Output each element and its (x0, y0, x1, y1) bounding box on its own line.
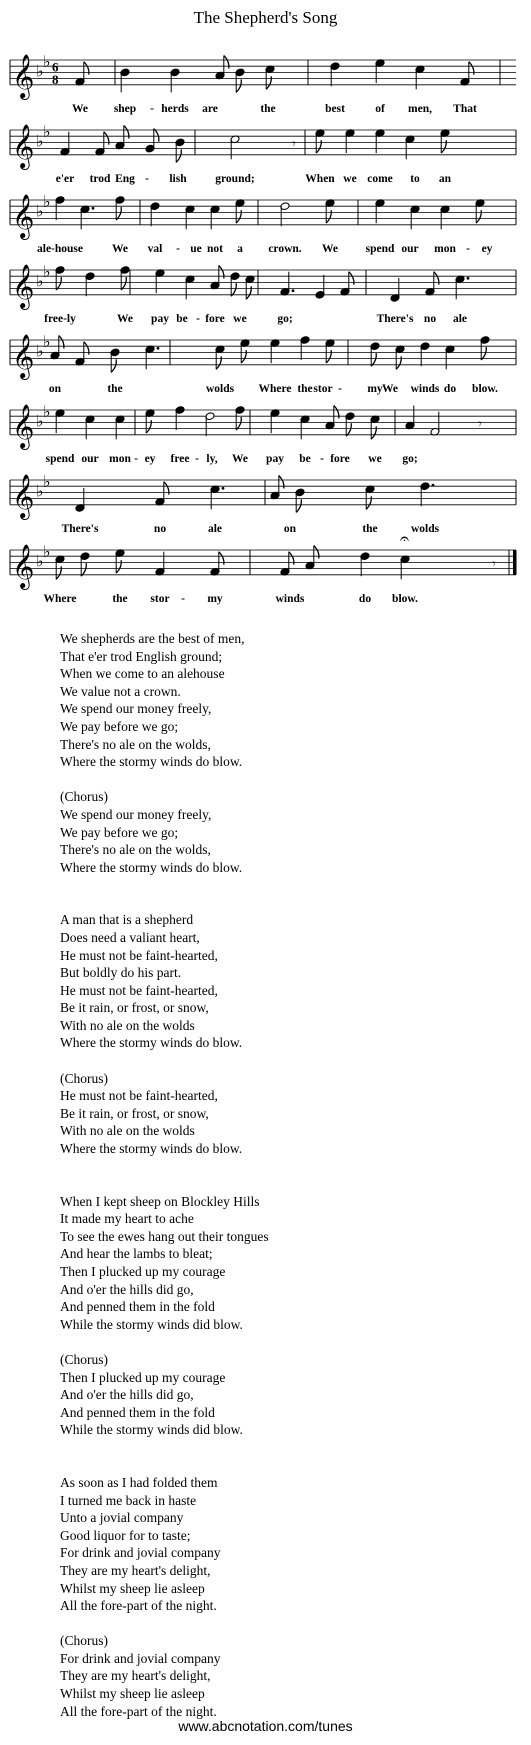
lyric-line: As soon as I had folded them (60, 1474, 218, 1490)
staff-lyric: ey (144, 452, 156, 465)
note-flag (236, 79, 241, 92)
stanza-gap (60, 771, 520, 789)
note-flag (346, 423, 351, 436)
staff-lyric: wolds (205, 382, 235, 395)
staff-lyric: of (375, 102, 385, 115)
staff-lyric: do (443, 382, 457, 395)
staff-lyric: val (147, 242, 163, 255)
lyric-line: Where the stormy winds do blow. (60, 1035, 243, 1051)
note-flag (296, 499, 301, 512)
lyric-line: Whilst my sheep lie asleep (60, 1686, 205, 1702)
music-score (0, 0, 531, 630)
staff-lyric: come (367, 172, 393, 185)
staff-lyric: - (176, 242, 180, 255)
flat-icon: ♭ (43, 52, 51, 72)
lyric-line: They are my heart's delight, (60, 1668, 211, 1684)
staff-lyric: are (202, 102, 218, 115)
lyric-line: We spend our money freely, (60, 701, 212, 717)
note-flag (154, 129, 159, 142)
treble-clef-icon: 𝄞 (12, 123, 35, 168)
lyric-line: I turned me back in haste (60, 1492, 197, 1508)
staff-lyric: ale (207, 522, 223, 535)
staff-lyric: herds (161, 102, 189, 115)
staff-lyric: ground; (215, 172, 255, 185)
note-dot (467, 277, 470, 280)
staff-lyric: There's (376, 312, 414, 325)
lyric-line: Then I plucked up my courage (60, 1264, 226, 1279)
staff-lyric: crown. (268, 242, 302, 255)
stanza-gap (60, 1158, 520, 1193)
flat-icon: ♭ (36, 551, 44, 571)
lyric-line: Does need a valiant heart, (60, 929, 200, 945)
staff-lyric: - (196, 312, 200, 325)
lyric-line: All the fore-part of the night. (60, 1703, 217, 1719)
treble-clef-icon: 𝄞 (12, 53, 35, 98)
footer-link[interactable]: www.abcnotation.com/tunes (178, 1718, 353, 1734)
note-flag (481, 347, 486, 360)
note-flag (236, 417, 241, 430)
lyric-line: Unto a jovial company (60, 1510, 184, 1526)
flat-icon: ♭ (36, 131, 44, 151)
lyric-line: And hear the lambs to bleat; (60, 1246, 213, 1262)
page-title: The Shepherd's Song (193, 8, 338, 27)
note-dot (157, 347, 160, 350)
staff-lyric: - (145, 172, 149, 185)
lyric-line: And o'er the hills did go, (60, 1281, 194, 1297)
flat-icon: ♭ (43, 192, 51, 212)
staff-lyric: mon (434, 242, 456, 255)
lyric-line: Then I plucked up my courage (60, 1369, 226, 1385)
flat-icon: ♭ (43, 402, 51, 422)
stanza-gap (60, 1333, 520, 1351)
note-flag (81, 563, 86, 576)
note-flag (116, 207, 121, 220)
staff-lyric: That (453, 102, 477, 115)
staff-lyric: blow. (392, 592, 418, 605)
staff-lyric: fore (330, 452, 350, 465)
eighth-rest-icon: 𝄾 (478, 416, 482, 433)
flat-icon: ♭ (43, 472, 51, 492)
staff-lyric: my (207, 592, 223, 605)
note-flag (121, 277, 126, 290)
lyric-line: It made my heart to ache (60, 1211, 194, 1227)
lyric-line: Where the stormy winds do blow. (60, 754, 243, 770)
staff-lyric: When (305, 172, 335, 185)
staff-lyric: pay (266, 452, 284, 465)
lyric-line: While the stormy winds did blow. (60, 1422, 243, 1438)
staff-lyric: lish (169, 172, 187, 185)
lyric-line: And penned them in the fold (60, 1404, 215, 1420)
lyric-line: But boldly do his part. (60, 965, 182, 981)
staff-lyric: the (260, 102, 276, 115)
staff-lyric: stor (150, 592, 170, 605)
staff-lyric: the (362, 522, 378, 535)
staff-lyric: go; (402, 452, 418, 465)
note-flag (111, 359, 116, 372)
lyric-line: Whilst my sheep lie asleep (60, 1580, 205, 1596)
flat-icon: ♭ (43, 542, 51, 562)
flat-icon: ♭ (36, 271, 44, 291)
staff-lyric: ale (452, 312, 468, 325)
stanza-gap (60, 1439, 520, 1474)
lyric-line: He must not be faint-hearted, (60, 982, 218, 998)
staff-lyric: we (368, 452, 382, 465)
staff-lyric: best (325, 102, 345, 115)
staff-lyric: fore (205, 312, 225, 325)
lyric-line: All the fore-part of the night. (60, 1598, 217, 1614)
staff-lyric: - (466, 242, 470, 255)
lyric-line: With no ale on the wolds (60, 1017, 195, 1033)
lyric-line: A man that is a shepherd (60, 912, 194, 928)
staff-lyric: - (150, 102, 154, 115)
staff-lyric: an (438, 172, 452, 185)
staff-lyric: on (48, 382, 62, 395)
note-dot (222, 487, 225, 490)
staff-lyric: not (207, 242, 223, 255)
lyric-line: (Chorus) (60, 789, 108, 805)
flat-icon: ♭ (36, 61, 44, 81)
flat-icon: ♭ (43, 332, 51, 352)
staff-lyric: We (117, 312, 133, 325)
note-flag (371, 353, 376, 366)
stanza (60, 911, 520, 1052)
staff-lyric: free-ly (44, 312, 76, 325)
lyric-line: There's no ale on the wolds, (60, 736, 211, 752)
note-flag (231, 283, 236, 296)
staff-lyric: pay (151, 312, 169, 325)
staff-lyric: stor (313, 382, 333, 395)
staff-lyric: men, (408, 102, 432, 115)
flat-icon: ♭ (36, 481, 44, 501)
time-signature-bottom: 8 (52, 71, 59, 87)
staff-lyric: ey (481, 242, 493, 255)
stanza (60, 1193, 520, 1334)
stanza (60, 1351, 520, 1439)
stanza (60, 788, 520, 876)
treble-clef-icon: 𝄞 (12, 333, 35, 378)
staff-lyric: We (322, 242, 338, 255)
lyric-line: We spend our money freely, (60, 806, 212, 822)
flat-icon: ♭ (36, 341, 44, 361)
staff-lyric: ue (190, 242, 202, 255)
staff-lyric: to (410, 172, 420, 185)
staff-lyric: Where (258, 382, 292, 395)
lyric-line: When we come to an alehouse (60, 666, 225, 682)
lyric-line: We pay before we go; (60, 824, 179, 840)
staff-lyric: our (81, 452, 99, 465)
staff-lyric: Eng (115, 172, 135, 185)
lyric-line: He must not be faint-hearted, (60, 1088, 218, 1104)
staff-lyric: trod (89, 172, 111, 185)
note-dot (292, 289, 295, 292)
stanza-gap (60, 1052, 520, 1070)
staff-lyric: blow. (472, 382, 498, 395)
stanza (60, 630, 520, 771)
stanza (60, 1632, 520, 1720)
lyric-line: For drink and jovial company (60, 1545, 221, 1561)
staff-lyric: There's (61, 522, 99, 535)
lyric-line: That e'er trod English ground; (60, 648, 223, 664)
staff-lyric: - (338, 382, 342, 395)
staff-lyric: no (423, 312, 437, 325)
treble-clef-icon: 𝄞 (12, 193, 35, 238)
lyric-line: There's no ale on the wolds, (60, 842, 211, 858)
staff-lyric: We (72, 102, 88, 115)
lyric-line: While the stormy winds did blow. (60, 1316, 243, 1332)
treble-clef-icon: 𝄞 (12, 543, 35, 588)
staff-lyric: free (170, 452, 190, 465)
staff-lyric: we (233, 312, 247, 325)
staff-lyric: no (153, 522, 167, 535)
lyric-line: To see the ewes hang out their tongues (60, 1228, 269, 1244)
staff-lyric: we (343, 172, 357, 185)
staff-lyric: ale-house (37, 242, 83, 255)
stanza-gap (60, 1615, 520, 1633)
staff-lyric: winds (410, 382, 440, 395)
staff-lyric: spend (45, 452, 75, 465)
note-dot (432, 484, 435, 487)
lyric-line: With no ale on the wolds (60, 1123, 195, 1139)
treble-clef-icon: 𝄞 (12, 473, 35, 518)
stanza-gap (60, 876, 520, 911)
staff-lyric: - (134, 452, 138, 465)
lyric-line: Where the stormy winds do blow. (60, 1141, 243, 1157)
flat-icon: ♭ (43, 122, 51, 142)
staff-lyric: Where (43, 592, 77, 605)
staff-lyric: on (283, 522, 297, 535)
staff-lyric: We (382, 382, 398, 395)
staff-lyric: be (299, 452, 311, 465)
lyric-line: Be it rain, or frost, or snow, (60, 1105, 209, 1121)
lyric-line: For drink and jovial company (60, 1650, 221, 1666)
final-barline (513, 550, 516, 575)
note-dot (92, 207, 95, 210)
note-flag (176, 149, 181, 162)
fermata-icon: 𝄐 (400, 529, 409, 548)
lyric-line: And penned them in the fold (60, 1299, 215, 1315)
staff-lyric: We (232, 452, 248, 465)
lyric-line: Where the stormy winds do blow. (60, 859, 243, 875)
flat-icon: ♭ (36, 201, 44, 221)
staff-lyric: mon (109, 452, 131, 465)
lyric-line: (Chorus) (60, 1070, 108, 1086)
time-signature-top: 6 (52, 59, 59, 75)
treble-clef-icon: 𝄞 (12, 263, 35, 308)
staff-lyric: ly, (206, 452, 218, 465)
staff-lyric: wolds (410, 522, 440, 535)
lyric-line: He must not be faint-hearted, (60, 947, 218, 963)
lyric-line: (Chorus) (60, 1351, 108, 1367)
staff-lyric: my (367, 382, 383, 395)
lyric-line: And o'er the hills did go, (60, 1387, 194, 1403)
staff-lyric: a (237, 242, 243, 255)
note-flag (56, 277, 61, 290)
lyric-line: We value not a crown. (60, 683, 181, 699)
treble-clef-icon: 𝄞 (12, 403, 35, 448)
staff-lyric: go; (277, 312, 293, 325)
lyric-line: Good liquor for to taste; (60, 1527, 191, 1543)
lyrics-text (60, 630, 520, 1720)
staff-lyric: the (112, 592, 128, 605)
staff-lyric: the (107, 382, 123, 395)
flat-icon: ♭ (36, 411, 44, 431)
stanza (60, 1070, 520, 1158)
eighth-rest-icon: 𝄾 (292, 136, 296, 153)
staff-lyric: - (181, 592, 185, 605)
staff-lyric: do (358, 592, 372, 605)
staff-lyric: the (297, 382, 313, 395)
staff-lyric: be (176, 312, 188, 325)
staff-lyric: winds (275, 592, 305, 605)
lyric-line: When I kept sheep on Blockley Hills (60, 1193, 260, 1209)
stanza (60, 1474, 520, 1615)
lyric-line: Be it rain, or frost, or snow, (60, 1000, 209, 1016)
staff-lyric: e'er (55, 172, 75, 185)
flat-icon: ♭ (43, 262, 51, 282)
lyric-line: We shepherds are the best of men, (60, 631, 245, 646)
lyric-line: (Chorus) (60, 1633, 108, 1649)
staff-lyric: - (320, 452, 324, 465)
staff-lyric: We (112, 242, 128, 255)
staff-lyric: our (401, 242, 419, 255)
eighth-rest-icon: 𝄾 (492, 556, 496, 573)
staff-lyric: - (195, 452, 199, 465)
staff-lyric: spend (365, 242, 395, 255)
lyric-line: We pay before we go; (60, 718, 179, 734)
lyric-line: They are my heart's delight, (60, 1562, 211, 1578)
staff-lyric: shep (113, 102, 137, 115)
